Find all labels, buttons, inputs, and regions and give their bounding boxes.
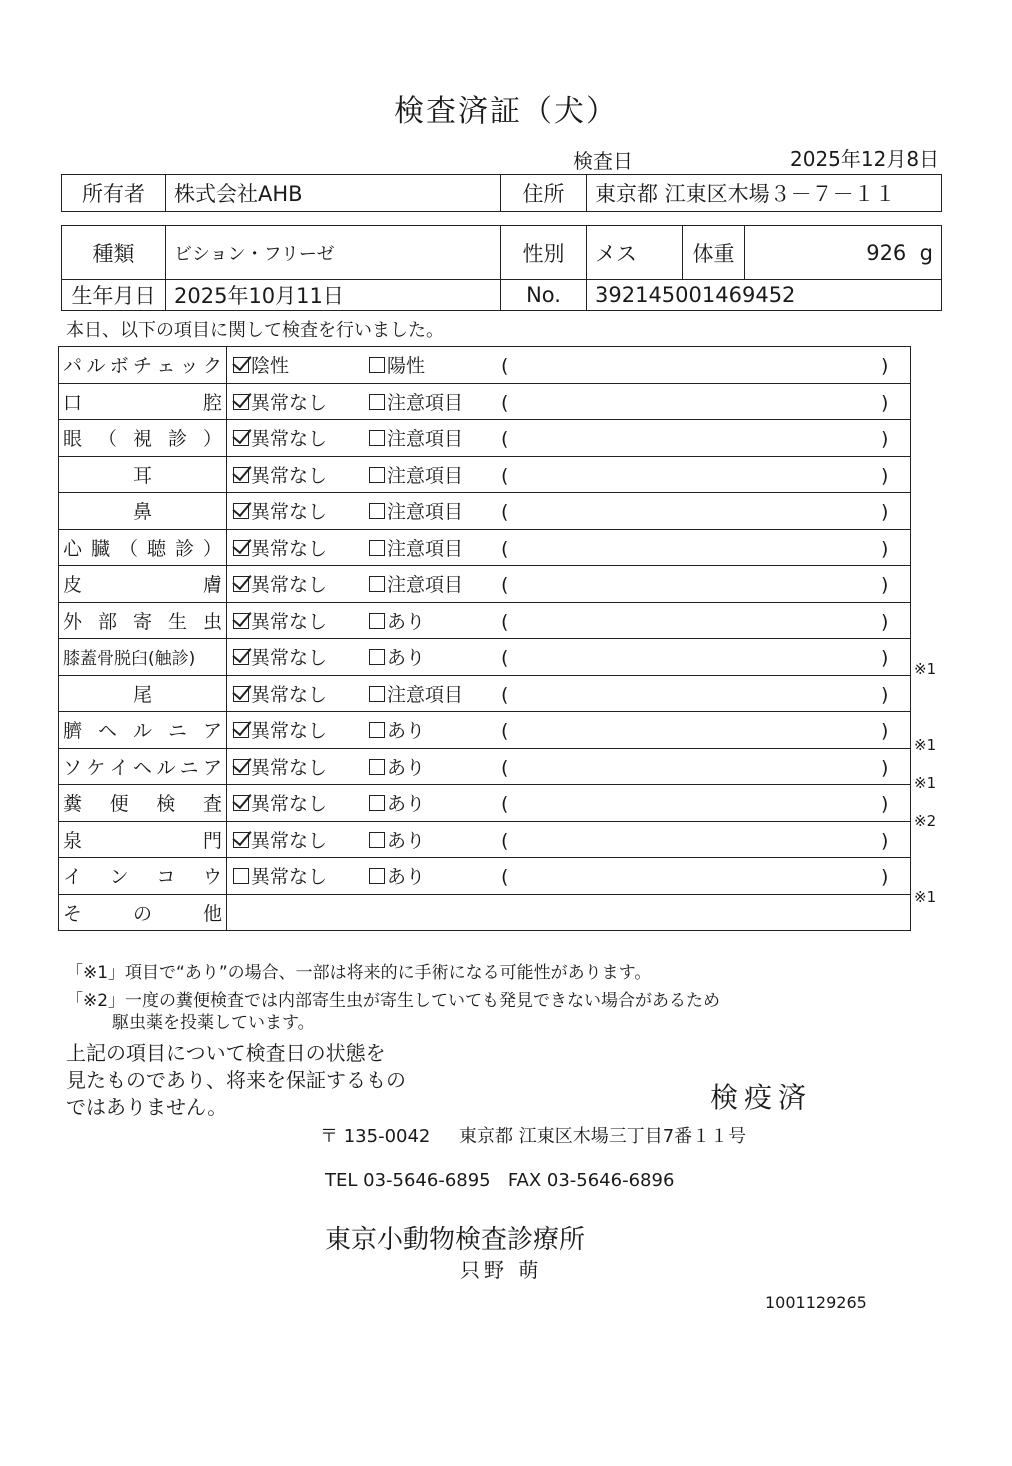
check-row-other — [59, 894, 911, 931]
checked-box-icon[interactable] — [233, 722, 249, 738]
remark-paren-open: ( — [501, 756, 509, 779]
check-row — [59, 785, 911, 822]
checked-box-icon[interactable] — [233, 430, 249, 446]
option-abnormal[interactable] — [369, 497, 501, 524]
check-item-label-text: 臍 ヘ ル ニ ア — [63, 720, 222, 743]
check-item-options — [227, 529, 911, 566]
check-item-label-text: 心 臓 （ 聴 診 ） — [63, 537, 222, 560]
check-row — [59, 493, 911, 530]
option-normal-label: 異常なし — [251, 829, 328, 852]
owner-table — [61, 174, 942, 212]
no-value: 392145001469452 — [587, 280, 942, 311]
remark-paren-close: ) — [881, 428, 889, 451]
check-item-label-text: 皮 膚 — [63, 574, 222, 597]
option-abnormal-label: 注意項目 — [387, 574, 464, 597]
option-normal[interactable] — [233, 607, 369, 634]
remark-paren-close: ) — [881, 829, 889, 852]
option-normal[interactable] — [233, 753, 369, 780]
remark-paren-open: ( — [501, 610, 509, 633]
checked-box-icon[interactable] — [233, 394, 249, 410]
remark-paren-close: ) — [881, 537, 889, 560]
option-normal[interactable] — [233, 534, 369, 561]
check-item-label — [59, 602, 227, 639]
responsible-person: 只野 萌 — [460, 1258, 543, 1282]
check-row — [59, 858, 911, 895]
clinic-address-line — [320, 1122, 746, 1148]
checkbox-icon[interactable] — [369, 759, 385, 775]
option-abnormal[interactable] — [369, 607, 501, 634]
check-item-label — [59, 858, 227, 895]
remark-paren-close: ) — [881, 720, 889, 743]
inspection-date-label: 検査日 — [573, 149, 633, 173]
option-normal-label: 陰性 — [251, 355, 290, 378]
option-abnormal[interactable] — [369, 461, 501, 488]
option-abnormal[interactable] — [369, 351, 501, 378]
option-normal[interactable] — [233, 570, 369, 597]
option-normal-label: 異常なし — [251, 720, 328, 743]
option-normal[interactable] — [233, 789, 369, 816]
option-abnormal-label: あり — [387, 720, 426, 743]
checked-box-icon[interactable] — [233, 686, 249, 702]
option-normal[interactable] — [233, 862, 369, 889]
owner-value: 株式会社AHB — [166, 175, 501, 212]
footnote-marker: ※1 — [914, 736, 937, 754]
option-abnormal[interactable] — [369, 643, 501, 670]
option-abnormal[interactable] — [369, 570, 501, 597]
option-normal-label: 異常なし — [251, 391, 328, 414]
checked-box-icon[interactable] — [233, 467, 249, 483]
remark-paren-close: ) — [881, 501, 889, 524]
check-item-label — [59, 493, 227, 530]
option-abnormal[interactable] — [369, 680, 501, 707]
option-abnormal-label: 注意項目 — [387, 501, 464, 524]
checked-box-icon[interactable] — [233, 540, 249, 556]
option-abnormal-label: あり — [387, 647, 426, 670]
address-label: 住所 — [501, 175, 587, 212]
check-row — [59, 639, 911, 676]
quarantine-stamp: 検疫済 — [710, 1081, 813, 1114]
checkbox-icon[interactable] — [369, 686, 385, 702]
check-row — [59, 602, 911, 639]
checkbox-icon[interactable] — [369, 576, 385, 592]
no-label: No. — [501, 280, 587, 311]
other-label-text: そ の 他 — [63, 902, 222, 925]
check-item-label-text: 膝蓋骨脱臼(触診) — [63, 649, 196, 670]
option-abnormal[interactable] — [369, 424, 501, 451]
check-item-options — [227, 639, 911, 676]
option-abnormal-label: あり — [387, 793, 426, 816]
weight-label: 体重 — [683, 226, 745, 280]
remark-paren-close: ) — [881, 574, 889, 597]
option-abnormal-label: あり — [387, 610, 426, 633]
check-table — [58, 346, 911, 931]
check-row — [59, 420, 911, 457]
sex-label: 性別 — [501, 226, 587, 280]
weight-value — [745, 226, 942, 280]
checked-box-icon[interactable] — [233, 613, 249, 629]
check-item-label — [59, 420, 227, 457]
remark-paren-open: ( — [501, 501, 509, 524]
remark-paren-close: ) — [881, 391, 889, 414]
option-normal[interactable] — [233, 351, 369, 378]
checked-box-icon[interactable] — [233, 576, 249, 592]
option-abnormal[interactable] — [369, 388, 501, 415]
remark-paren-open: ( — [501, 720, 509, 743]
check-item-label — [59, 383, 227, 420]
footnote-marker: ※2 — [914, 811, 937, 830]
checkbox-icon[interactable] — [369, 503, 385, 519]
remark-paren-close: ) — [881, 355, 889, 378]
check-item-label — [59, 639, 227, 676]
check-row — [59, 383, 911, 420]
remark-paren-open: ( — [501, 464, 509, 487]
check-item-label-text: 口 腔 — [63, 391, 222, 414]
checkbox-icon[interactable] — [369, 832, 385, 848]
footnote-2-line1: 「※2」一度の糞便検査では内部寄生虫が寄生していても発見できない場合があるため — [66, 991, 721, 1011]
checked-box-icon[interactable] — [233, 357, 249, 373]
check-row — [59, 347, 911, 384]
weight-number: 926 — [866, 240, 907, 265]
checkbox-icon[interactable] — [369, 467, 385, 483]
footnote-1: 「※1」項目で“あり”の場合、一部は将来的に手術になる可能性があります。 — [66, 963, 652, 983]
check-item-options — [227, 347, 911, 384]
check-item-options — [227, 675, 911, 712]
check-item-label-text: パ ル ボ チ ェ ッ ク — [63, 355, 222, 378]
option-normal[interactable] — [233, 388, 369, 415]
remark-paren-open: ( — [501, 428, 509, 451]
option-abnormal-label: 注意項目 — [387, 428, 464, 451]
check-row — [59, 748, 911, 785]
check-item-label-text: 耳 — [132, 464, 152, 487]
option-normal[interactable] — [233, 461, 369, 488]
footnote-marker: ※1 — [914, 887, 937, 906]
footnote-marker: ※1 — [914, 660, 937, 679]
disclaimer-line1: 上記の項目について検査日の状態を — [66, 1041, 386, 1065]
remark-paren-close: ) — [881, 756, 889, 779]
checked-box-icon[interactable] — [233, 503, 249, 519]
check-item-label — [59, 821, 227, 858]
remark-paren-close: ) — [881, 647, 889, 670]
remark-paren-open: ( — [501, 355, 509, 378]
checkbox-icon[interactable] — [369, 649, 385, 665]
remark-paren-open: ( — [501, 647, 509, 670]
check-item-options — [227, 420, 911, 457]
check-item-label — [59, 347, 227, 384]
option-abnormal[interactable] — [369, 826, 501, 853]
contact-line — [325, 1170, 674, 1191]
option-normal-label: 異常なし — [251, 428, 328, 451]
check-item-label — [59, 785, 227, 822]
checkbox-icon[interactable] — [369, 722, 385, 738]
birth-value: 2025年10月11日 — [166, 280, 501, 311]
footnote-2-line2: 駆虫薬を投薬しています。 — [112, 1013, 315, 1033]
check-row — [59, 566, 911, 603]
option-normal-label: 異常なし — [251, 501, 328, 524]
option-abnormal[interactable] — [369, 789, 501, 816]
remark-paren-open: ( — [501, 574, 509, 597]
disclaimer-line2: 見たものであり、将来を保証するもの — [66, 1068, 406, 1092]
check-item-label-text: 尾 — [132, 683, 152, 706]
check-item-label — [59, 675, 227, 712]
option-abnormal-label: あり — [387, 756, 426, 779]
checkbox-icon[interactable] — [369, 430, 385, 446]
check-item-label — [59, 712, 227, 749]
option-abnormal-label: あり — [387, 866, 426, 889]
option-abnormal-label: 注意項目 — [387, 683, 464, 706]
checkbox-icon[interactable] — [369, 357, 385, 373]
check-item-options — [227, 785, 911, 822]
check-item-label-text: 外 部 寄 生 虫 — [63, 610, 222, 633]
birth-label: 生年月日 — [62, 280, 166, 311]
remark-paren-open: ( — [501, 829, 509, 852]
check-row — [59, 675, 911, 712]
option-abnormal[interactable] — [369, 862, 501, 889]
check-item-options — [227, 493, 911, 530]
option-abnormal[interactable] — [369, 534, 501, 561]
check-row — [59, 712, 911, 749]
sex-value: メス — [587, 226, 683, 280]
check-item-options — [227, 821, 911, 858]
check-item-label — [59, 566, 227, 603]
clinic-name: 東京小動物検査診療所 — [325, 1225, 586, 1255]
checkbox-icon[interactable] — [369, 613, 385, 629]
checkbox-icon[interactable] — [369, 868, 385, 884]
option-normal-label: 異常なし — [251, 756, 328, 779]
check-item-options — [227, 383, 911, 420]
option-abnormal-label: 注意項目 — [387, 537, 464, 560]
remark-paren-open: ( — [501, 683, 509, 706]
remark-paren-close: ) — [881, 793, 889, 816]
intro-text: 本日、以下の項目に関して検査を行いました。 — [66, 320, 444, 341]
remark-paren-close: ) — [881, 866, 889, 889]
option-normal[interactable] — [233, 716, 369, 743]
address-value: 東京都 江東区木場３－７－１１ — [587, 175, 942, 212]
option-abnormal-label: 注意項目 — [387, 464, 464, 487]
option-abnormal[interactable] — [369, 716, 501, 743]
checked-box-icon[interactable] — [233, 759, 249, 775]
checkbox-icon[interactable] — [233, 868, 249, 884]
checkbox-icon[interactable] — [369, 795, 385, 811]
option-normal-label: 異常なし — [251, 574, 328, 597]
remark-paren-close: ) — [881, 464, 889, 487]
check-item-options — [227, 858, 911, 895]
postal-code: 〒 135-0042 — [320, 1126, 431, 1147]
remark-paren-open: ( — [501, 866, 509, 889]
check-row — [59, 821, 911, 858]
check-item-label-text: ソ ケ イ ヘ ル ニ ア — [63, 756, 222, 779]
option-normal-label: 異常なし — [251, 866, 328, 889]
option-abnormal-label: あり — [387, 829, 426, 852]
clinic-address: 東京都 江東区木場三丁目7番１１号 — [459, 1126, 747, 1147]
footnote-marker: ※1 — [914, 773, 937, 792]
option-abnormal-label: 陽性 — [387, 355, 426, 378]
check-item-label — [59, 748, 227, 785]
option-normal-label: 異常なし — [251, 683, 328, 706]
check-item-label — [59, 456, 227, 493]
option-normal[interactable] — [233, 497, 369, 524]
checkbox-icon[interactable] — [369, 540, 385, 556]
check-item-label-text: 鼻 — [132, 501, 152, 524]
option-normal-label: 異常なし — [251, 610, 328, 633]
checkbox-icon[interactable] — [369, 394, 385, 410]
option-normal-label: 異常なし — [251, 793, 328, 816]
check-row — [59, 456, 911, 493]
option-normal-label: 異常なし — [251, 464, 328, 487]
page-title: 検査済証（犬） — [394, 94, 618, 129]
check-item-label-text: 眼 （ 視 診 ） — [63, 428, 222, 451]
breed-label: 種類 — [62, 226, 166, 280]
option-normal-label: 異常なし — [251, 647, 328, 670]
option-normal-label: 異常なし — [251, 537, 328, 560]
remark-paren-close: ) — [881, 610, 889, 633]
check-row — [59, 529, 911, 566]
check-item-label-text: 泉 門 — [63, 829, 222, 852]
check-item-options — [227, 456, 911, 493]
disclaimer-line3: ではありません。 — [66, 1095, 228, 1119]
inspection-date: 2025年12月8日 — [790, 147, 940, 171]
remark-paren-open: ( — [501, 537, 509, 560]
checked-box-icon[interactable] — [233, 832, 249, 848]
check-item-options — [227, 748, 911, 785]
option-abnormal-label: 注意項目 — [387, 391, 464, 414]
checked-box-icon[interactable] — [233, 649, 249, 665]
checked-box-icon[interactable] — [233, 795, 249, 811]
other-value[interactable] — [227, 894, 911, 931]
other-label — [59, 894, 227, 931]
check-item-label — [59, 529, 227, 566]
option-normal[interactable] — [233, 643, 369, 670]
remark-paren-open: ( — [501, 391, 509, 414]
document-number: 1001129265 — [765, 1293, 867, 1312]
check-item-options — [227, 712, 911, 749]
breed-value: ビション・フリーゼ — [166, 226, 501, 280]
option-normal[interactable] — [233, 424, 369, 451]
owner-label: 所有者 — [62, 175, 166, 212]
check-item-options — [227, 566, 911, 603]
option-normal[interactable] — [233, 680, 369, 707]
check-item-label-text: 糞 便 検 査 — [63, 793, 222, 816]
option-abnormal[interactable] — [369, 753, 501, 780]
check-item-label-text: イ ン コ ウ — [63, 866, 222, 889]
check-item-options — [227, 602, 911, 639]
weight-unit: g — [919, 240, 933, 265]
tel-number: TEL 03-5646-6895 — [325, 1170, 491, 1191]
option-normal[interactable] — [233, 826, 369, 853]
animal-table — [61, 225, 942, 311]
fax-number: FAX 03-5646-6896 — [507, 1170, 675, 1191]
remark-paren-close: ) — [881, 683, 889, 706]
remark-paren-open: ( — [501, 793, 509, 816]
